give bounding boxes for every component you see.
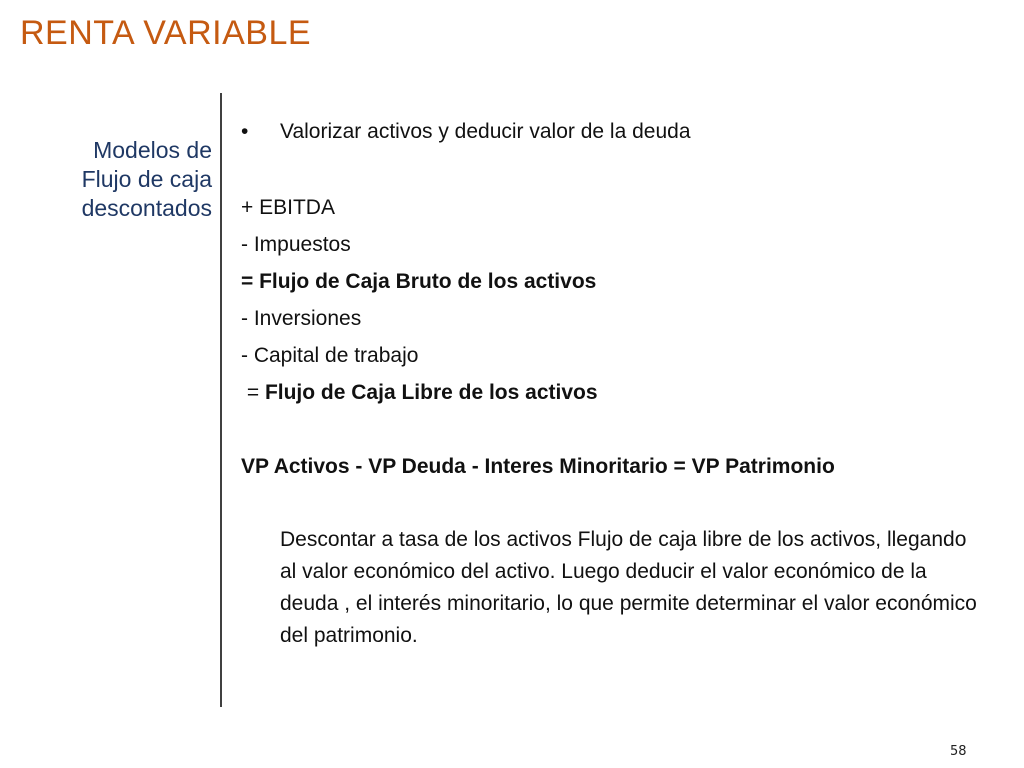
slide-title: RENTA VARIABLE — [20, 14, 312, 52]
description-paragraph: Descontar a tasa de los activos Flujo de caja libre de los activos, llegando al valor económico del activo. Luego deducir el valor económico de la deuda , el interés minoritario, lo que permite determinar el valor económico del patrimonio. — [280, 528, 977, 647]
cash-flow-line-libre — [241, 381, 598, 405]
vertical-divider — [220, 93, 222, 707]
page-number: 58 — [950, 744, 967, 759]
free-cash-flow-text: Flujo de Caja Libre de los activos — [264, 381, 598, 404]
cash-flow-line-impuestos: - Impuestos — [241, 233, 351, 256]
free-cash-flow-prefix: = — [241, 381, 265, 404]
valuation-equation: VP Activos - VP Deuda - Interes Minoritario = VP Patrimonio — [241, 455, 835, 478]
section-label: Modelos de Flujo de caja descontados — [81, 137, 212, 221]
cash-flow-line-capital: - Capital de trabajo — [241, 344, 419, 367]
cash-flow-line-bruto: = Flujo de Caja Bruto de los activos — [241, 270, 597, 293]
cash-flow-line-inversiones: - Inversiones — [241, 307, 362, 330]
bullet-text: Valorizar activos y deducir valor de la deuda — [280, 120, 691, 143]
cash-flow-line-ebitda: + EBITDA — [241, 196, 335, 219]
bullet-icon: • — [241, 120, 249, 143]
